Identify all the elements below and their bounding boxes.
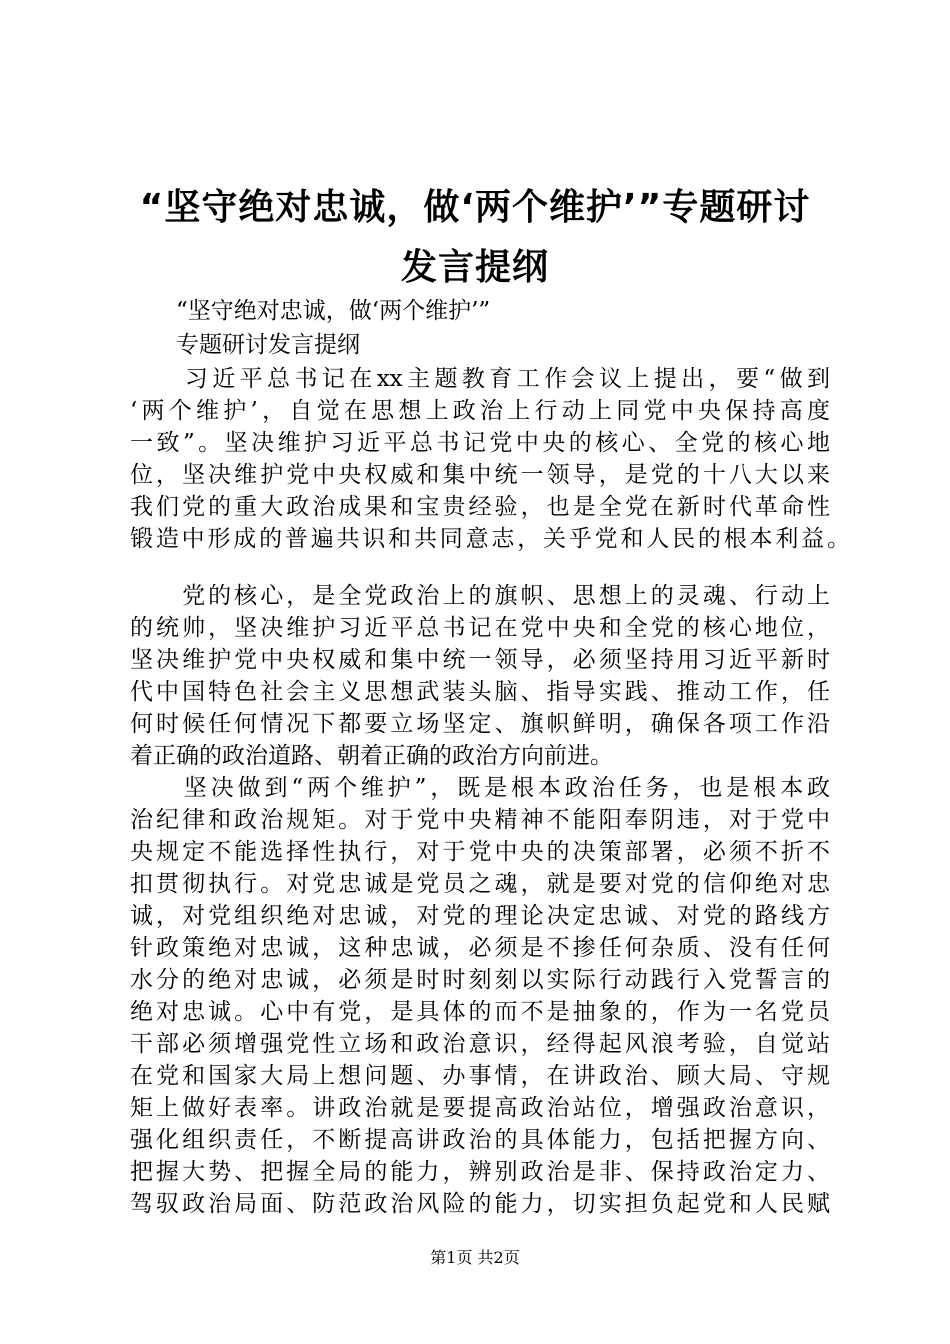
body-line: 专题研讨发言提纲 — [130, 332, 360, 358]
body-line: 我们党的重大政治成果和宝贵经验，也是全党在新时代革命性 — [130, 494, 830, 520]
body-line: 央规定不能选择性执行，对于党中央的决策部署，必须不折不 — [130, 839, 830, 865]
body-line: 位，坚决维护党中央权威和集中统一领导，是党的十八大以来 — [130, 462, 830, 488]
body-line: 锻造中形成的普遍共识和共同意志，关乎党和人民的根本利益。 — [130, 526, 850, 552]
body-line: 针政策绝对忠诚，这种忠诚，必须是不掺任何杂质、没有任何 — [130, 935, 830, 961]
body-line: 干部必须增强党性立场和政治意识，经得起风浪考验，自觉站 — [130, 1031, 830, 1057]
document-title-line-2: 发言提纲 — [400, 247, 549, 288]
body-line: 治纪律和政治规矩。对于党中央精神不能阳奉阴违，对于党中 — [130, 807, 830, 833]
body-line: 党的核心，是全党政治上的旗帜、思想上的灵魂、行动上 — [130, 583, 830, 609]
body-line: 把握大势、把握全局的能力，辨别政治是非、保持政治定力、 — [130, 1159, 830, 1185]
body-line: 水分的绝对忠诚，必须是时时刻刻以实际行动践行入党誓言的 — [130, 967, 830, 993]
body-line: 习近平总书记在xx主题教育工作会议上提出，要“做到 — [130, 366, 830, 392]
body-line: 坚决维护党中央权威和集中统一领导，必须坚持用习近平新时 — [130, 647, 830, 673]
body-line: 在党和国家大局上想问题、办事情，在讲政治、顾大局、守规 — [130, 1063, 830, 1089]
body-line: 何时候任何情况下都要立场坚定、旗帜鲜明，确保各项工作沿 — [130, 711, 830, 737]
body-line: ‘两个维护’，自觉在思想上政治上行动上同党中央保持高度 — [130, 398, 830, 424]
body-line: 着正确的政治道路、朝着正确的政治方向前进。 — [130, 743, 613, 769]
body-line: 矩上做好表率。讲政治就是要提高政治站位，增强政治意识， — [130, 1095, 830, 1121]
body-line: 绝对忠诚。心中有党，是具体的而不是抽象的，作为一名党员 — [130, 999, 830, 1025]
body-line: 一致”。坚决维护习近平总书记党中央的核心、全党的核心地 — [130, 430, 830, 456]
body-line: 强化组织责任，不断提高讲政治的具体能力，包括把握方向、 — [130, 1127, 830, 1153]
body-line: 驾驭政治局面、防范政治风险的能力，切实担负起党和人民赋 — [130, 1191, 830, 1217]
document-title-line-1: “坚守绝对忠诚，做‘两个维护’”专题研讨 — [139, 187, 811, 228]
body-line: 扣贯彻执行。对党忠诚是党员之魂，就是要对党的信仰绝对忠 — [130, 871, 830, 897]
body-line: 代中国特色社会主义思想武装头脑、指导实践、推动工作，任 — [130, 679, 830, 705]
body-line: 的统帅，坚决维护习近平总书记在党中央和全党的核心地位， — [130, 615, 830, 641]
page-footer: 第1页 共2页 — [430, 1248, 520, 1267]
body-line: 诚，对党组织绝对忠诚，对党的理论决定忠诚、对党的路线方 — [130, 903, 830, 929]
body-line: 坚决做到“两个维护”，既是根本政治任务，也是根本政 — [130, 775, 830, 801]
body-line: “坚守绝对忠诚，做‘两个维护’” — [130, 298, 491, 324]
